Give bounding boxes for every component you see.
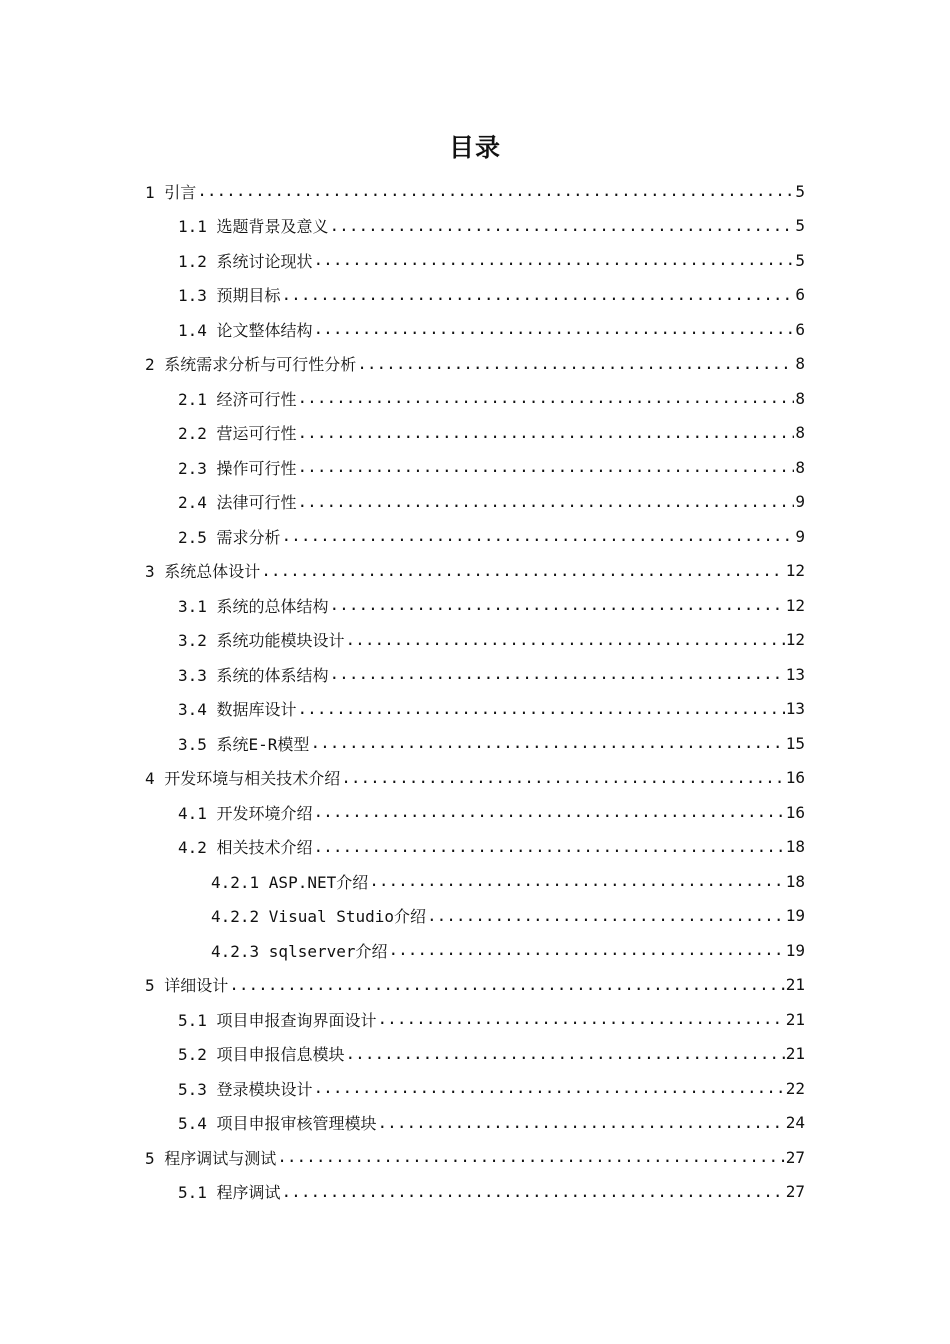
- toc-entry[interactable]: [0, 278, 950, 313]
- toc-entry[interactable]: [0, 209, 950, 244]
- toc-entry-page-number: 19: [785, 940, 805, 960]
- toc-entry[interactable]: [0, 347, 950, 382]
- toc-entry-label: 4.2.1 ASP.NET介绍: [211, 870, 369, 893]
- toc-dot-leader: [298, 388, 795, 408]
- toc-dot-leader: [389, 940, 785, 960]
- toc-entry-page-number: 12: [785, 630, 805, 650]
- toc-entry[interactable]: [0, 588, 950, 623]
- toc-entry-label: 5.1 项目申报查询界面设计: [178, 1008, 378, 1031]
- toc-dot-leader: [341, 768, 784, 788]
- toc-entry[interactable]: [0, 968, 950, 1003]
- toc-dot-leader: [261, 561, 784, 581]
- toc-entry[interactable]: [0, 381, 950, 416]
- toc-entry[interactable]: [0, 657, 950, 692]
- toc-entry-label: 5.4 项目申报审核管理模块: [178, 1111, 378, 1134]
- toc-entry-page-number: 16: [785, 768, 805, 788]
- toc-dot-leader: [298, 492, 795, 512]
- toc-title: 目录: [448, 133, 501, 162]
- toc-entry-page-number: 21: [785, 1044, 805, 1064]
- toc-entry[interactable]: [0, 795, 950, 830]
- toc-dot-leader: [298, 699, 785, 719]
- toc-entry-page-number: 9: [795, 492, 805, 512]
- toc-entry[interactable]: [0, 450, 950, 485]
- toc-entry[interactable]: [0, 1037, 950, 1072]
- toc-entry-page-number: 21: [785, 1009, 805, 1029]
- toc-entry-label: 5.1 程序调试: [178, 1180, 282, 1203]
- toc-entry-page-number: 8: [795, 457, 805, 477]
- toc-dot-leader: [314, 802, 785, 822]
- toc-dot-leader: [282, 1182, 785, 1202]
- toc-dot-leader: [427, 906, 785, 926]
- toc-entry-page-number: 5: [795, 216, 805, 236]
- toc-entry-label: 5.2 项目申报信息模块: [178, 1042, 346, 1065]
- toc-entry-label: 4.2 相关技术介绍: [178, 835, 314, 858]
- toc-entry-label: 3 系统总体设计: [145, 559, 261, 582]
- toc-entry-label: 2.1 经济可行性: [178, 387, 298, 410]
- toc-entry-label: 2.3 操作可行性: [178, 456, 298, 479]
- toc-entry-label: 2.5 需求分析: [178, 525, 282, 548]
- toc-entry-page-number: 16: [785, 802, 805, 822]
- toc-entry-label: 2.4 法律可行性: [178, 490, 298, 513]
- toc-entry-page-number: 19: [785, 906, 805, 926]
- toc-entry-label: 1.2 系统讨论现状: [178, 249, 314, 272]
- toc-entry-label: 1.3 预期目标: [178, 283, 282, 306]
- toc-entry-label: 5.3 登录模块设计: [178, 1077, 314, 1100]
- toc-entry-label: 3.2 系统功能模块设计: [178, 628, 346, 651]
- toc-entry-page-number: 8: [795, 388, 805, 408]
- toc-entry-page-number: 21: [785, 975, 805, 995]
- toc-dot-leader: [378, 1113, 785, 1133]
- toc-dot-leader: [346, 630, 785, 650]
- toc-entry-label: 5 详细设计: [145, 973, 229, 996]
- toc-entry[interactable]: [0, 692, 950, 727]
- toc-dot-leader: [282, 285, 795, 305]
- toc-entry-page-number: 13: [785, 664, 805, 684]
- toc-entry[interactable]: [0, 761, 950, 796]
- toc-dot-leader: [314, 319, 795, 339]
- toc-entry[interactable]: [0, 485, 950, 520]
- toc-entry-page-number: 18: [785, 837, 805, 857]
- toc-entry[interactable]: [0, 174, 950, 209]
- toc-entry-label: 2 系统需求分析与可行性分析: [145, 352, 357, 375]
- toc-entry[interactable]: [0, 1140, 950, 1175]
- toc-entry-label: 3.3 系统的体系结构: [178, 663, 330, 686]
- toc-entry[interactable]: [0, 933, 950, 968]
- toc-dot-leader: [378, 1009, 785, 1029]
- toc-dot-leader: [282, 526, 795, 546]
- toc-dot-leader: [314, 837, 785, 857]
- toc-entry-page-number: 5: [795, 181, 805, 201]
- toc-dot-leader: [298, 457, 795, 477]
- toc-dot-leader: [346, 1044, 785, 1064]
- toc-entry[interactable]: [0, 623, 950, 658]
- toc-entry[interactable]: [0, 519, 950, 554]
- toc-entry-label: 3.1 系统的总体结构: [178, 594, 330, 617]
- toc-dot-leader: [330, 216, 795, 236]
- toc-entry-label: 1 引言: [145, 180, 197, 203]
- toc-entry[interactable]: [0, 830, 950, 865]
- toc-entry-page-number: 6: [795, 285, 805, 305]
- toc-entry[interactable]: [0, 726, 950, 761]
- toc-entry-page-number: 8: [795, 423, 805, 443]
- toc-entry-label: 4 开发环境与相关技术介绍: [145, 766, 341, 789]
- toc-entry[interactable]: [0, 554, 950, 589]
- toc-entry[interactable]: [0, 1071, 950, 1106]
- toc-dot-leader: [369, 871, 785, 891]
- toc-entry-label: 3.5 系统E-R模型: [178, 732, 310, 755]
- toc-entry-page-number: 15: [785, 733, 805, 753]
- toc-dot-leader: [357, 354, 794, 374]
- toc-entry[interactable]: [0, 1175, 950, 1210]
- toc-entry-label: 2.2 营运可行性: [178, 421, 298, 444]
- toc-entry[interactable]: [0, 243, 950, 278]
- toc-dot-leader: [310, 733, 784, 753]
- toc-entry-page-number: 5: [795, 250, 805, 270]
- toc-entry-label: 5 程序调试与测试: [145, 1146, 277, 1169]
- toc-dot-leader: [277, 1147, 784, 1167]
- toc-entry[interactable]: [0, 312, 950, 347]
- toc-entry[interactable]: [0, 1002, 950, 1037]
- toc-dot-leader: [330, 664, 785, 684]
- toc-dot-leader: [229, 975, 784, 995]
- toc-entry-label: 4.1 开发环境介绍: [178, 801, 314, 824]
- toc-entry-page-number: 27: [785, 1147, 805, 1167]
- toc-entry-label: 4.2.2 Visual Studio介绍: [211, 904, 427, 927]
- toc-dot-leader: [197, 181, 794, 201]
- toc-list: [0, 174, 950, 1209]
- toc-dot-leader: [298, 423, 795, 443]
- toc-dot-leader: [314, 250, 795, 270]
- toc-dot-leader: [314, 1078, 785, 1098]
- toc-entry-page-number: 27: [785, 1182, 805, 1202]
- toc-entry[interactable]: [0, 864, 950, 899]
- toc-entry-page-number: 12: [785, 595, 805, 615]
- toc-entry-page-number: 6: [795, 319, 805, 339]
- toc-entry[interactable]: [0, 899, 950, 934]
- toc-entry-page-number: 18: [785, 871, 805, 891]
- toc-entry-page-number: 13: [785, 699, 805, 719]
- toc-entry-page-number: 12: [785, 561, 805, 581]
- toc-entry-page-number: 9: [795, 526, 805, 546]
- toc-entry-label: 4.2.3 sqlserver介绍: [211, 939, 389, 962]
- toc-entry-page-number: 22: [785, 1078, 805, 1098]
- toc-dot-leader: [330, 595, 785, 615]
- toc-entry-page-number: 24: [785, 1113, 805, 1133]
- toc-entry-label: 1.1 选题背景及意义: [178, 214, 330, 237]
- toc-entry-page-number: 8: [795, 354, 805, 374]
- toc-entry-label: 1.4 论文整体结构: [178, 318, 314, 341]
- toc-entry-label: 3.4 数据库设计: [178, 697, 298, 720]
- toc-entry[interactable]: [0, 1106, 950, 1141]
- toc-entry[interactable]: [0, 416, 950, 451]
